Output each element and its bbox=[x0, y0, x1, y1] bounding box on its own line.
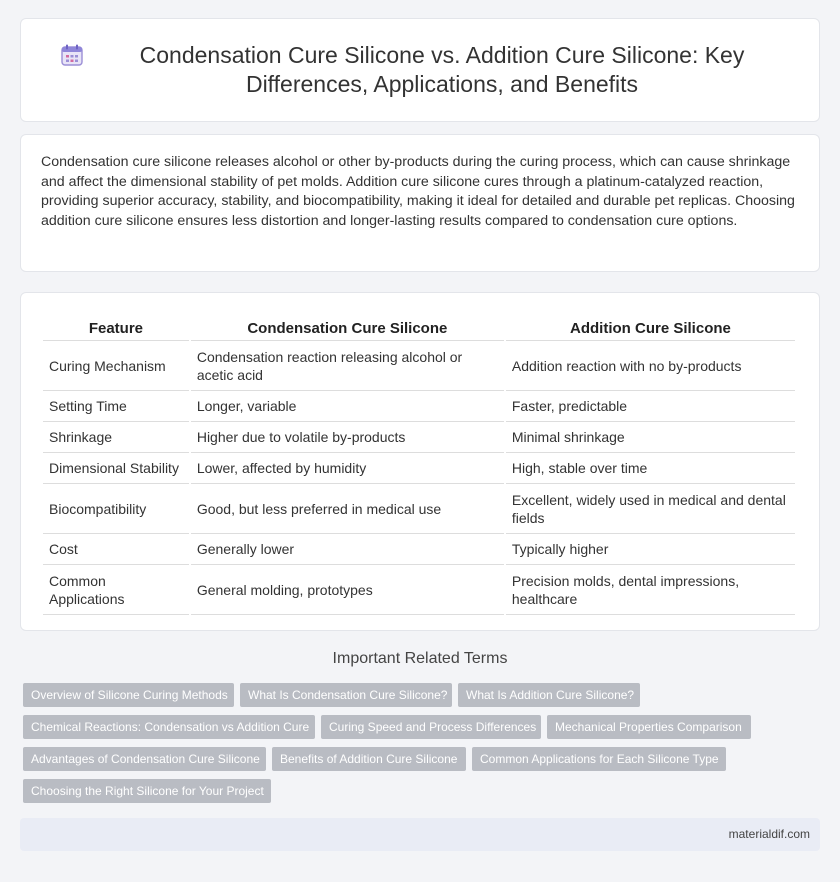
related-tag[interactable]: What Is Condensation Cure Silicone? bbox=[240, 683, 452, 707]
cell-condensation: Good, but less preferred in medical use bbox=[191, 484, 504, 534]
cell-condensation: General molding, prototypes bbox=[191, 565, 504, 615]
cell-feature: Biocompatibility bbox=[43, 484, 189, 534]
related-tag[interactable]: Curing Speed and Process Differences bbox=[321, 715, 541, 739]
cell-feature: Cost bbox=[43, 534, 189, 565]
cell-condensation: Generally lower bbox=[191, 534, 504, 565]
related-tag[interactable]: Mechanical Properties Comparison bbox=[547, 715, 751, 739]
cell-addition: Typically higher bbox=[506, 534, 795, 565]
cell-feature: Setting Time bbox=[43, 391, 189, 422]
related-tag[interactable]: Chemical Reactions: Condensation vs Addition Cure bbox=[23, 715, 315, 739]
table-row bbox=[43, 453, 795, 484]
intro-paragraph: Condensation cure silicone releases alcohol or other by-products during the curing process, which can cause shrinkage and affect the dimensional stability of pet molds. Addition cure silicone cures through a platinum-catalyzed reaction, providing superior accuracy, stability, and biocompatibility, making it ideal for detailed and durable pet replicas. Choosing addition cure silicone ensures less distortion and longer-lasting results compared to condensation cure options. bbox=[41, 154, 795, 229]
table-row bbox=[43, 391, 795, 422]
cell-addition: Faster, predictable bbox=[506, 391, 795, 422]
cell-addition: High, stable over time bbox=[506, 453, 795, 484]
cell-feature: Shrinkage bbox=[43, 422, 189, 453]
related-tag[interactable]: Advantages of Condensation Cure Silicone bbox=[23, 747, 266, 771]
cell-addition: Addition reaction with no by-products bbox=[506, 341, 795, 391]
cell-condensation: Lower, affected by humidity bbox=[191, 453, 504, 484]
table-row bbox=[43, 484, 795, 534]
cell-feature: Dimensional Stability bbox=[43, 453, 189, 484]
comparison-table-card bbox=[20, 292, 820, 631]
table-row bbox=[43, 341, 795, 391]
related-terms-title: Important Related Terms bbox=[332, 650, 508, 667]
related-tag[interactable]: Choosing the Right Silicone for Your Project bbox=[23, 779, 271, 803]
table-row bbox=[43, 422, 795, 453]
related-tag[interactable]: Common Applications for Each Silicone Type bbox=[472, 747, 726, 771]
footer bbox=[20, 818, 820, 851]
intro-card bbox=[20, 134, 820, 272]
header-addition: Addition Cure Silicone bbox=[506, 311, 795, 341]
calendar-icon bbox=[61, 44, 83, 66]
cell-feature: Curing Mechanism bbox=[43, 341, 189, 391]
cell-feature: Common Applications bbox=[43, 565, 189, 615]
cell-addition: Minimal shrinkage bbox=[506, 422, 795, 453]
related-tag[interactable]: What Is Addition Cure Silicone? bbox=[458, 683, 640, 707]
cell-addition: Precision molds, dental impressions, healthcare bbox=[506, 565, 795, 615]
cell-condensation: Condensation reaction releasing alcohol or acetic acid bbox=[191, 341, 504, 391]
page-title: Condensation Cure Silicone vs. Addition Cure Silicone: Key Differences, Applications, and Benefits bbox=[139, 42, 745, 97]
comparison-table bbox=[41, 311, 797, 615]
related-tag[interactable]: Benefits of Addition Cure Silicone bbox=[272, 747, 466, 771]
table-row bbox=[43, 565, 795, 615]
title-card bbox=[20, 18, 820, 122]
footer-site-link[interactable]: materialdif.com bbox=[728, 827, 810, 841]
related-tag[interactable]: Overview of Silicone Curing Methods bbox=[23, 683, 234, 707]
table-row bbox=[43, 534, 795, 565]
cell-addition: Excellent, widely used in medical and dental fields bbox=[506, 484, 795, 534]
header-condensation: Condensation Cure Silicone bbox=[191, 311, 504, 341]
cell-condensation: Higher due to volatile by-products bbox=[191, 422, 504, 453]
table-header-row bbox=[43, 311, 795, 341]
cell-condensation: Longer, variable bbox=[191, 391, 504, 422]
header-feature: Feature bbox=[43, 311, 189, 341]
